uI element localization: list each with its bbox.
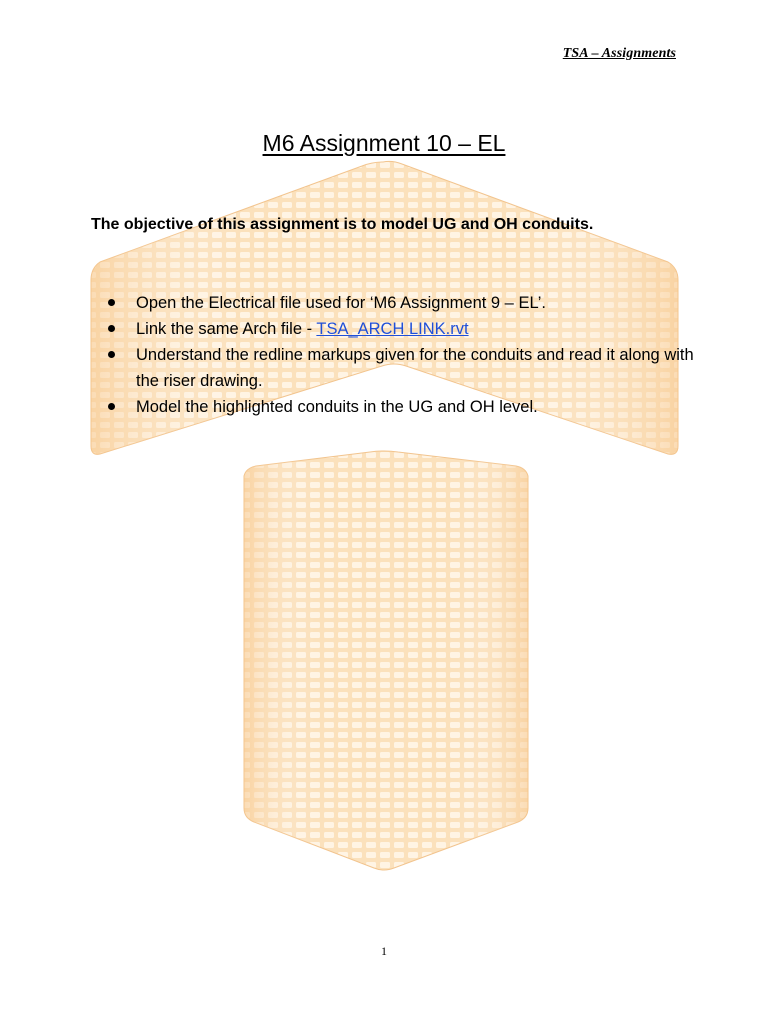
instruction-list [104,290,704,420]
list-item-text: Link the same Arch file - [136,320,317,338]
list-item [104,394,704,420]
list-item-text: Understand the redline markups given for the conduits and read it along with the riser drawing. [136,346,694,390]
bullet-icon [108,403,115,410]
objective-text: The objective of this assignment is to model UG and OH conduits. [91,216,594,233]
bullet-icon [108,325,115,332]
arch-file-link[interactable]: TSA_ARCH LINK.rvt [316,320,469,338]
page-title: M6 Assignment 10 – EL [262,130,506,156]
list-item [104,290,704,316]
list-item-text: Model the highlighted conduits in the UG and OH level. [136,398,538,416]
bullet-icon [108,351,115,358]
bullet-icon [108,299,115,306]
list-item [104,342,704,394]
page-number: 1 [381,944,387,958]
list-item-text: Open the Electrical file used for ‘M6 Assignment 9 – EL’. [136,294,546,312]
list-item [104,316,704,342]
running-header: TSA – Assignments [562,46,676,61]
